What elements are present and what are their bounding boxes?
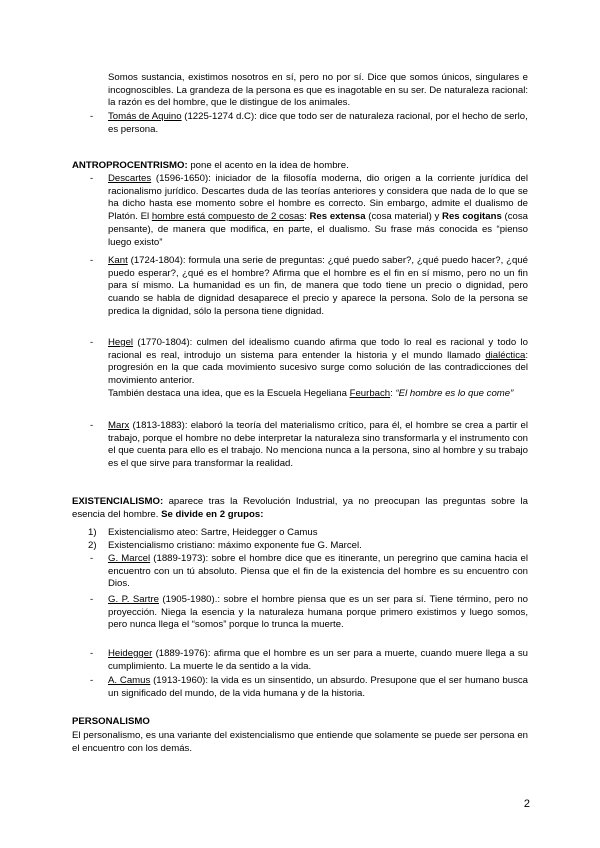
hegel-quote: “El hombre es lo que come”	[395, 388, 514, 399]
marcel-name: G. Marcel	[108, 553, 151, 564]
marx-item	[108, 420, 528, 471]
camus-text: (1913-1960): la vida es un sinsentido, un absurdo. Presupone que el ser humano busca un significado del mundo, de la vida humana y de la historia.	[108, 675, 528, 699]
existencialismo-heading-rest: aparece tras la Revolución Industrial, ya no preocupan las preguntas sobre la esencia del hombre.	[72, 496, 528, 520]
bullet-dash: -	[90, 420, 94, 431]
hegel-extra	[108, 388, 528, 401]
res-cogitans: Res cogitans	[442, 211, 502, 223]
hegel-name: Hegel	[108, 337, 134, 348]
hegel-text-2: : progresión en la que cada movimiento sucesivo surge como solución de las contradicciones del movimiento anterior.	[108, 349, 528, 387]
bullet-dash: -	[90, 337, 94, 348]
group-2: Existencialismo cristiano: máximo exponente fue G. Marcel.	[108, 540, 362, 551]
kant-item	[108, 255, 528, 319]
personalismo-heading: PERSONALISMO	[72, 716, 150, 727]
aquino-item	[108, 111, 528, 136]
personalismo-paragraph: El personalismo, es una variante del existencialismo que entiende que solamente se puede ser persona en el encuentro con los demás.	[72, 730, 528, 754]
page-number: 2	[523, 798, 530, 810]
sartre-name: G. P. Sartre	[108, 594, 159, 605]
antropo-heading: ANTROPROCENTRISMO:	[72, 160, 188, 171]
descartes-text-2: :	[304, 211, 310, 223]
heidegger-item	[108, 648, 528, 673]
bullet-dash: -	[90, 111, 94, 122]
antropo-heading-rest: pone el acento en la idea de hombre.	[187, 160, 349, 171]
existencialismo-divide: Se divide en 2 grupos:	[161, 508, 264, 520]
bullet-dash: -	[90, 173, 94, 184]
group-1: Existencialismo ateo: Sartre, Heidegger o Camus	[108, 527, 318, 538]
marcel-item	[108, 553, 528, 591]
marx-name: Marx	[108, 420, 130, 431]
heidegger-text: (1889-1976): afirma que el hombre es un ser para a muerte, cuando muere llega a su cumplimiento. La muerte le da sentido a la vida.	[108, 648, 528, 672]
descartes-underline: hombre está compuesto de 2 cosas	[151, 211, 305, 223]
descartes-text-3: (cosa material) y	[365, 211, 443, 223]
bullet-dash: -	[90, 675, 94, 686]
kant-text: (1724-1804): formula una serie de preguntas: ¿qué puedo saber?, ¿qué puedo hacer?, ¿qué puedo esperar?, ¿qué es el hombre? Afirma que el hombre es el fin en sí mismo, pero no un fin para sí mismo. La humanidad es un fin, de manera que todo tiene un precio o dignidad, pero cuando se habla de dignidad desaparece el precio y aparece la persona. Solo de la persona se predica la dignidad, sólo la persona tiene dignidad.	[108, 255, 528, 317]
camus-name: A. Camus	[108, 675, 151, 686]
feurbach-name: Feurbach	[349, 388, 391, 399]
hegel-underline: dialéctica	[485, 349, 526, 361]
kant-name: Kant	[108, 255, 128, 266]
group-number: 2)	[88, 540, 97, 551]
descartes-item	[108, 173, 528, 249]
hegel-item	[108, 337, 528, 388]
bullet-dash: -	[90, 553, 94, 564]
descartes-text: (1596-1650): iniciador de la filosofía moderna, dio origen a la corriente jurídica del racionalismo jurídico. Descartes duda de las teorías anteriores y considera que nada de lo que se ha dicho hasta ese momento sobre el hombre es correcto. Sin embargo, admite el dualismo de Platón. El	[108, 173, 528, 223]
bullet-dash: -	[90, 594, 94, 605]
hegel-extra-text: También destaca una idea, que es la Escuela Hegeliana	[108, 388, 350, 399]
heidegger-name: Heidegger	[108, 648, 153, 659]
descartes-text-4: (cosa pensante), de manera que modifica, en parte, el dualismo. Su frase más conocida es “pienso luego existo”	[108, 211, 528, 248]
camus-item	[108, 675, 528, 700]
antropo-heading-line	[72, 160, 528, 173]
bullet-dash: -	[90, 255, 94, 266]
existencialismo-heading-line	[72, 496, 528, 521]
sartre-text: (1905-1980).: sobre el hombre piensa que es un ser para sí. Tiene término, pero no proyección. Niega la esencia y la naturaleza humana porque primero existimos y luego somos, pero nunca llega el “somos” porque lo trunca la muerte.	[108, 594, 528, 631]
descartes-name: Descartes	[108, 173, 152, 184]
aquino-name: Tomás de Aquino	[108, 111, 182, 122]
bullet-dash: -	[90, 648, 94, 659]
group-number: 1)	[88, 527, 97, 538]
aquino-text: (1225-1274 d.C): dice que todo ser de naturaleza racional, por el hecho de serlo, es persona.	[108, 111, 528, 135]
res-extensa: Res extensa	[309, 211, 366, 223]
hegel-extra-colon: :	[390, 388, 396, 399]
hegel-text: (1770-1804): culmen del idealismo cuando afirma que todo lo real es racional y todo lo racional es real, introdujo un sistema para entender la historia y el mundo llamado	[108, 337, 528, 361]
existencialismo-heading: EXISTENCIALISMO:	[72, 496, 164, 507]
sartre-item	[108, 594, 528, 632]
marcel-text: (1889-1973): sobre el hombre dice que es itinerante, un peregrino que camina hacia el encuentro con un tú absoluto. Piensa que el fin de la existencia del hombre es su encuentro con Dios.	[108, 553, 528, 590]
marx-text: (1813-1883): elaboró la teoría del materialismo crítico, para él, el hombre se crea a partir el trabajo, porque el hombre no debe interpretar la naturaleza sino transformarla y el instrumento con el que cuenta para ello es el trabajo. No menciona nunca a la persona, sino al hombre y su trabajo es el que sirve para transformar la realidad.	[108, 420, 528, 470]
intro-paragraph: Somos sustancia, existimos nosotros en sí, pero no por sí. Dice que somos únicos, singulares e incognoscibles. La grandeza de la persona es que es inagotable en su ser. De naturaleza racional: la razón es del hombre, que le distingue de los animales.	[108, 72, 528, 109]
